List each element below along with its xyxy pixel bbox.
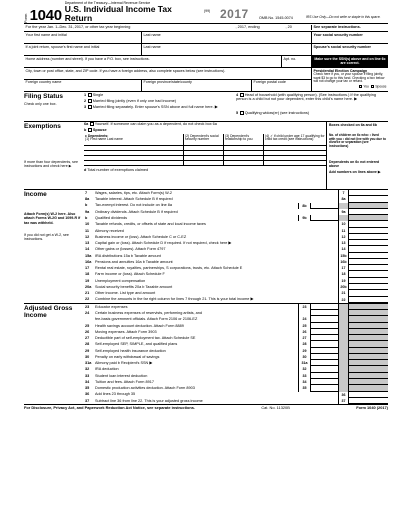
line-number: 25 — [85, 323, 90, 328]
line-number: 27 — [85, 336, 90, 341]
line-number: 16a — [85, 259, 92, 264]
exemptions-note: If more than four dependents, see instructions and check here ▶ — [24, 160, 78, 169]
mfs-label: Married filing separately. Enter spouse's SSN above and full name here. ▶ — [92, 105, 218, 109]
dependent-row[interactable] — [84, 161, 326, 166]
line-label: Alimony received — [95, 228, 124, 233]
amount-field[interactable] — [348, 297, 388, 303]
line-number: 9a — [85, 209, 90, 214]
form-label: Form — [23, 13, 28, 23]
line-label: Ordinary dividends. Attach Schedule B if required — [95, 209, 178, 214]
right-line-number: 17 — [338, 265, 348, 271]
pec-you-label: You — [363, 84, 369, 89]
line-number: 18 — [85, 272, 90, 277]
sub-line-number: 28 — [298, 341, 310, 347]
tax-year-end: , 20 — [284, 25, 312, 31]
form-header — [23, 0, 388, 24]
line-number: 19 — [85, 278, 90, 283]
dependents-label: Dependents: — [87, 133, 109, 138]
single-checkbox[interactable] — [88, 93, 92, 97]
line-label: Health savings account deduction. Attach Form 8889 — [95, 323, 184, 328]
name-row[interactable] — [24, 32, 388, 44]
sub-line-number: 27 — [298, 335, 310, 341]
spouse-ssn-field[interactable]: Spouse's social security number — [313, 44, 371, 49]
sub-line-number: 30 — [298, 354, 310, 360]
mfs-checkbox[interactable] — [88, 105, 92, 109]
city-field[interactable]: City, town or post office, state, and ZIP code. If you have a foreign address, also complete spaces below (see instructions). — [24, 68, 311, 80]
spouse-last-name-field[interactable]: Last name — [142, 44, 312, 55]
line-label: Moving expenses. Attach Form 3903 — [95, 329, 157, 334]
income-lines — [84, 190, 388, 303]
first-name-field[interactable]: Your first name and initial — [24, 32, 142, 43]
add-numbers-label: Add numbers on lines above ▶ — [329, 170, 381, 174]
line-label: Deductible part of self-employment tax. Attach Schedule SE — [95, 336, 196, 341]
line-number: 32 — [85, 367, 90, 372]
form-code: (99) — [204, 9, 211, 13]
spouse-first-name-field[interactable]: If a joint return, spouse's first name and initial — [24, 44, 142, 55]
pec-you-checkbox[interactable] — [359, 85, 363, 89]
line-number: 29 — [85, 348, 90, 353]
pec-spouse-label: Spouse — [375, 84, 387, 89]
right-line-number: 8a — [338, 196, 348, 202]
irs-use-note: IRS Use Only—Do not write or staple in this space. — [306, 15, 381, 19]
filing-status-section: Filing Status Check only one box. 1 Single 2 Married filing jointly (even if only one had income) 3 Married filing separately. Enter spouse's SSN above and full name here. ▶ 4 Head of household (with qualifying person). (See instructions.) If the qualifying person is a child but not your dependent, enter this child's name here. ▶ 5 Qualifying widow(er) (see instructions) — [24, 92, 388, 122]
line-number: 31a — [85, 361, 92, 366]
line-number: 8a — [85, 197, 90, 202]
line-label: IRA distributions 15a b Taxable amount — [95, 253, 161, 258]
sub-amount-field[interactable] — [310, 203, 338, 209]
line-label: Domestic production activities deduction. Attach Form 8903 — [95, 386, 195, 391]
line-label: Combine the amounts in the far right column for lines 7 through 21. This is your total income ▶ — [95, 297, 254, 302]
sub-line-number: 9b — [298, 215, 310, 221]
right-line-number: 36 — [338, 392, 348, 398]
line-label: Pensions and annuities 16a b Taxable amount — [95, 259, 173, 264]
line-label: Self-employed SEP, SIMPLE, and qualified plans — [95, 342, 178, 347]
dep-col-2: (2) Dependent's social security number — [184, 134, 224, 145]
line-label: Other gains or (losses). Attach Form 4797 — [95, 247, 166, 252]
exemptions-title: Exemptions — [24, 123, 61, 130]
apt-field[interactable]: Apt. no. — [282, 56, 312, 67]
spouse-name-row[interactable] — [24, 44, 388, 56]
single-label: Single — [92, 93, 104, 97]
sub-line-number: 33 — [298, 373, 310, 379]
line-number: b — [85, 216, 88, 221]
line-number: 28 — [85, 342, 90, 347]
line-label: Taxable interest. Attach Schedule B if required — [95, 197, 173, 202]
sub-line-number: 25 — [298, 323, 310, 329]
spouse-checkbox[interactable] — [88, 128, 92, 132]
form-title: U.S. Individual Income Tax Return — [64, 4, 172, 23]
line-number: 13 — [85, 241, 90, 246]
income-title: Income — [24, 191, 47, 198]
footer-notice: For Disclosure, Privacy Act, and Paperwork Reduction Act Notice, see separate instructions. — [24, 405, 195, 411]
line-number: 14 — [85, 247, 90, 252]
total-exemptions-label: Total number of exemptions claimed — [87, 168, 149, 172]
ssn-field[interactable]: Your social security number — [313, 32, 363, 37]
address-field[interactable]: Home address (number and street). If you have a P.O. box, see instructions. — [24, 56, 282, 67]
form-number: 1040 — [29, 7, 62, 24]
yourself-label: Yourself. If someone can claim you as a dependent, do not check box 6a — [94, 122, 217, 126]
line-number: 10 — [85, 222, 90, 227]
omb-number: OMB No. 1545-0074 — [259, 16, 293, 20]
dep-not-entered-label: Dependents on 6c not entered above — [329, 160, 380, 169]
line-number: 24 — [85, 311, 90, 315]
right-line-number: 20b — [338, 284, 348, 290]
form-line — [84, 398, 388, 404]
line-label: Tax-exempt interest. Do not include on line 8a — [95, 203, 173, 208]
line-label: Alimony paid b Recipient's SSN ▶ — [95, 361, 153, 366]
exemptions-section: Exemptions If more than four dependents, see instructions and check here ▶ 6a Yourself. If someone can claim you as a dependent, do not check box 6a b Spouse c Dependents: (1) First name Last name (2) Dependent's social security number (3) Dependent's relationship to you (4) ✓ if child under age 17 qualifying for child tax credit (see instructions) d Total number of exemptions claimed Boxes checked on 6a and 6b No. of children on 6c who: • lived with you • did not live with you due to divorce or separation (see instructions) Dependents on 6c not entered above Add numbers on lines above ▶ — [24, 122, 388, 190]
line-number: b — [85, 203, 88, 208]
right-line-number: 14 — [338, 246, 348, 252]
right-line-number: 7 — [338, 190, 348, 196]
line-label: Subtract line 36 from line 22. This is your adjusted gross income — [95, 398, 203, 403]
right-line-number: 15b — [338, 253, 348, 259]
tax-year-row — [24, 24, 388, 32]
foreign-postal-field[interactable]: Foreign postal code — [253, 80, 286, 85]
line-number: 20a — [85, 284, 92, 289]
spouse-label: Spouse — [92, 128, 107, 132]
line-number: 36 — [85, 392, 90, 397]
sub-line-number: 32 — [298, 366, 310, 372]
right-line-number: 13 — [338, 240, 348, 246]
line-number: 37 — [85, 398, 90, 403]
sub-line-number: 24 — [298, 316, 310, 322]
line-number: 12 — [85, 234, 90, 239]
line-number: 26 — [85, 329, 90, 334]
pec-spouse-checkbox[interactable] — [371, 85, 375, 89]
tax-year-mid: , 2017, ending — [235, 25, 260, 30]
foreign-province-field[interactable]: Foreign province/state/county — [142, 80, 252, 91]
line-label: Certain business expenses of reservists, performing artists, and — [95, 311, 202, 315]
sub-line-number: 29 — [298, 348, 310, 354]
filing-status-note: Check only one box. — [24, 102, 57, 106]
amount-field[interactable] — [348, 398, 388, 404]
filing-status-title: Filing Status — [24, 93, 63, 100]
dependents-header: c Dependents: (1) First name Last name (2) Dependent's social security number (3) Dependent's relationship to you (4) ✓ if child under age 17 qualifying for child tax credit (see instructions) — [84, 134, 326, 146]
line-label: Other income. List type and amount — [95, 291, 156, 296]
line-label: Business income or (loss). Attach Schedule C or C-EZ — [95, 234, 187, 239]
agi-section — [24, 304, 388, 405]
sub-line-number: 35 — [298, 385, 310, 391]
exemption-counts — [326, 122, 388, 189]
right-line-number: 12 — [338, 234, 348, 240]
income-w2-note: Attach Form(s) W-2 here. Also attach Forms W-2G and 1099-R if tax was withheld. — [24, 212, 81, 225]
qw-label: Qualifying widow(er) (see instructions) — [244, 111, 310, 115]
dep-col-4: (4) ✓ if child under age 17 qualifying for child tax credit (see instructions) — [265, 133, 325, 142]
line-label: Farm income or (loss). Attach Schedule F — [95, 272, 165, 277]
line-number: 22 — [85, 297, 90, 302]
right-line-number: 9a — [338, 209, 348, 215]
city-row[interactable] — [24, 68, 388, 92]
line-label: Self-employed health insurance deduction — [95, 348, 166, 353]
foreign-country-field[interactable]: Foreign country name — [24, 80, 142, 91]
sub-amount-field[interactable] — [310, 215, 338, 221]
catalog-number: Cat. No. 11320B — [261, 405, 290, 411]
boxes-checked-label: Boxes checked on 6a and 6b — [329, 123, 377, 127]
mfj-label: Married filing jointly (even if only one had income) — [92, 99, 177, 103]
line-label: Penalty on early withdrawal of savings — [95, 354, 160, 359]
tax-year-text: For the year Jan. 1–Dec. 31, 2017, or other tax year beginning — [25, 25, 131, 30]
line-number: 11 — [85, 228, 90, 233]
line-number: 17 — [85, 266, 90, 271]
sub-line-number: 34 — [298, 379, 310, 385]
right-line-number: 37 — [338, 398, 348, 404]
hoh-label: Head of household (with qualifying person). (See instructions.) If the qualifying person is a child but not your dependent, enter this child's name here. ▶ — [236, 93, 376, 102]
sub-line-number: 23 — [298, 304, 310, 310]
line-number: 30 — [85, 354, 90, 359]
right-line-number: 16b — [338, 259, 348, 265]
agi-lines — [84, 304, 388, 404]
line-label: fee-basis government officials. Attach Form 2106 or 2106-EZ — [95, 317, 198, 322]
form-line — [84, 297, 388, 303]
department: Department of the Treasury—Internal Revenue Service — [64, 0, 151, 5]
line-label: Rental real estate, royalties, partnerships, S corporations, trusts, etc. Attach Schedule E — [95, 266, 243, 271]
children-label: No. of children on 6c who: • lived with you • did not live with you due to divorce or separation (see instructions) — [329, 133, 386, 149]
dep-col-3: (3) Dependent's relationship to you — [224, 134, 264, 145]
sub-amount-field[interactable] — [310, 385, 338, 391]
ssn-correct-banner: Make sure the SSN(s) above and on line 6c are correct. — [312, 56, 388, 67]
line-label: Tuition and fees. Attach Form 8917 — [95, 379, 154, 384]
sub-line-number: 31a — [298, 360, 310, 366]
line-label: Wages, salaries, tips, etc. Attach Form(s) W-2 — [95, 190, 173, 195]
right-line-number: 10 — [338, 221, 348, 227]
line-label: Social security benefits 20a b Taxable amount — [95, 284, 173, 289]
agi-title: Adjusted Gross Income — [24, 304, 73, 319]
right-line-number: 22 — [338, 297, 348, 303]
see-instructions: See separate instructions. — [313, 25, 361, 30]
address-row[interactable] — [24, 56, 388, 68]
right-line-number: 21 — [338, 290, 348, 296]
line-label: Unemployment compensation — [95, 278, 146, 283]
tax-year: 2017 — [220, 7, 249, 21]
dep-col-1: (1) First name Last name — [85, 137, 123, 142]
line-label: Educator expenses — [95, 304, 128, 309]
line-number: 15a — [85, 253, 92, 258]
last-name-field[interactable]: Last name — [142, 32, 312, 43]
footer-form-id: Form 1040 (2017) — [356, 405, 388, 411]
right-line-number: 19 — [338, 278, 348, 284]
line-label: Student loan interest deduction — [95, 373, 148, 378]
line-number: 34 — [85, 379, 90, 384]
sub-line-number: 8b — [298, 203, 310, 209]
income-now2-note: If you did not get a W-2, see instructions. — [24, 232, 69, 242]
sub-line-number: 26 — [298, 329, 310, 335]
line-label: Qualified dividends — [95, 216, 128, 221]
line-number: 23 — [85, 304, 90, 309]
pec-title: Presidential Election Campaign — [313, 68, 368, 73]
line-number: 33 — [85, 373, 90, 378]
form-footer — [24, 405, 388, 410]
mfj-checkbox[interactable] — [88, 99, 92, 103]
right-line-number: 18 — [338, 271, 348, 277]
line-label: Add lines 23 through 35 — [95, 392, 136, 397]
yourself-checkbox[interactable] — [90, 122, 94, 126]
right-line-number: 11 — [338, 228, 348, 234]
pec-text: Check here if you, or your spouse if filing jointly, want $3 to go to this fund. Checking a box below will not change your tax or refund. — [313, 71, 385, 84]
line-number: 7 — [85, 190, 88, 195]
qw-checkbox[interactable] — [240, 111, 244, 115]
line-number: 21 — [85, 291, 90, 296]
line-number: 35 — [85, 386, 90, 391]
income-section — [24, 190, 388, 304]
line-label: Capital gain or (loss). Attach Schedule D if required. If not required, check here ▶ — [95, 241, 232, 246]
line-label: Taxable refunds, credits, or offsets of state and local income taxes — [95, 222, 206, 227]
hoh-checkbox[interactable] — [240, 93, 244, 97]
line-label: IRA deduction — [95, 367, 119, 372]
